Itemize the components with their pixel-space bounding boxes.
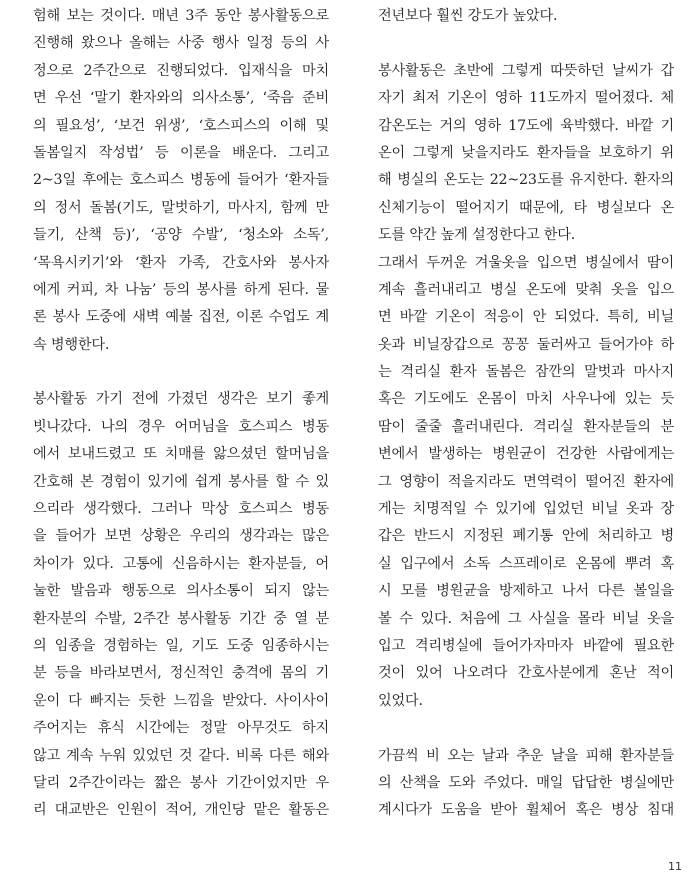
text-line: 실 입구에서 소독 스프레이로 온몸에 뿌려 혹 <box>378 555 674 572</box>
text-line: 진행해 왔으나 올해는 사중 행사 일정 등의 사 <box>33 35 329 52</box>
text-line: 의 산책을 도와 주었다. 매일 답답한 병실에만 <box>378 774 674 791</box>
text-line: 속 병행한다. <box>33 336 110 353</box>
right-column <box>378 3 674 825</box>
text-line: 간호해 본 경험이 있기에 쉽게 봉사를 할 수 있 <box>33 473 329 490</box>
text-line: 전년보다 훨씬 강도가 높았다. <box>378 8 558 24</box>
text-line: 볼 수 있다. 처음에 그 사실을 몰라 비닐 옷을 <box>378 610 674 627</box>
text-line: 감온도는 거의 영하 17도에 육박했다. 바깥 기 <box>378 117 674 134</box>
text-line: 는 격리실 환자 돌봄은 잠깐의 말벗과 마사지 <box>378 364 674 381</box>
text-line: 으리라 생각했다. 그러나 막상 호스피스 병동 <box>33 501 329 518</box>
left-paragraph-2 <box>33 386 329 824</box>
text-line: 온이 그렇게 낮을지라도 환자들을 보호하기 위 <box>378 144 674 161</box>
text-line: 에게 커피, 차 나눔’ 등의 봉사를 하게 된다. 물 <box>33 281 329 298</box>
text-line: 것이 있어 나오려다 간호사분에게 혼난 적이 <box>378 665 674 682</box>
right-paragraph-2 <box>378 58 674 250</box>
text-line: 봉사활동은 초반에 그렇게 따뜻하던 날씨가 갑 <box>378 62 674 79</box>
paragraph-gap <box>378 715 674 742</box>
text-line: 계시다가 도움을 받아 휠체어 혹은 병상 침대 <box>378 802 674 819</box>
text-line: 리 대교반은 인원이 적어, 개인당 맡은 활동은 <box>33 802 329 819</box>
left-column <box>33 3 329 825</box>
text-line: 신체기능이 떨어지기 때문에, 타 병실보다 온 <box>378 199 674 216</box>
text-line: ‘목욕시키기’와 ‘환자 가족, 간호사와 봉사자 <box>33 254 329 271</box>
left-paragraph-1 <box>33 3 329 359</box>
text-line: 변에서 발생하는 병원균이 건강한 사람에게는 <box>378 446 674 463</box>
paragraph-gap <box>378 30 674 57</box>
paragraph-gap <box>33 359 329 386</box>
text-line: 차이가 있다. 고통에 신음하시는 환자분들, 어 <box>33 555 329 572</box>
page-number: 11 <box>668 860 682 873</box>
text-line: 면 바깥 기온이 적응이 안 되었다. 특히, 비닐 <box>378 309 674 326</box>
text-line: 있었다. <box>378 692 423 709</box>
text-line: 분 등을 바라보면서, 정신적인 충격에 몸의 기 <box>33 665 329 682</box>
text-line: 론 봉사 도중에 새벽 예불 집전, 이론 수업도 계 <box>33 309 329 326</box>
text-line: 의 정서 돌봄(기도, 말벗하기, 마사지, 함께 만 <box>33 199 329 216</box>
text-line: 계속 흘러내리고 병실 온도에 맞춰 옷을 입으 <box>378 281 674 298</box>
text-line: 을 들어가 보면 상황은 우리의 생각과는 많은 <box>33 528 329 545</box>
text-line: 빗나갔다. 나의 경우 어머님을 호스피스 병동 <box>33 418 329 435</box>
text-line: 해 병실의 온도는 22~23도를 유지한다. 환자의 <box>378 172 674 189</box>
right-paragraph-4 <box>378 743 674 825</box>
text-line: 옷과 비닐장갑으로 꽁꽁 둘러싸고 들어가야 하 <box>378 336 674 353</box>
text-line: 2~3일 후에는 호스피스 병동에 들어가 ‘환자들 <box>33 172 329 189</box>
text-line: 눌한 발음과 행동으로 의사소통이 되지 않는 <box>33 583 329 600</box>
text-line: 혹은 기도에도 온몸이 마치 사우나에 있는 듯 <box>378 391 674 408</box>
text-line: 면 우선 ‘말기 환자와의 의사소통’, ‘죽음 준비 <box>33 90 329 107</box>
text-line: 봉사활동 가기 전에 가졌던 생각은 보기 좋게 <box>33 391 329 408</box>
text-line: 게는 치명적일 수 있기에 입었던 비닐 옷과 장 <box>378 501 674 518</box>
text-line: 에서 보내드렸고 또 치매를 앓으셨던 할머님을 <box>33 446 329 463</box>
text-line: 환자분의 수발, 2주간 봉사활동 기간 중 열 분 <box>33 610 329 627</box>
text-line: 입고 격리병실에 들어가자마자 바깥에 필요한 <box>378 637 674 654</box>
text-line: 않고 계속 누워 있었던 것 같다. 비록 다른 해와 <box>33 747 329 764</box>
text-line: 자기 최저 기온이 영하 11도까지 떨어졌다. 체 <box>378 90 674 107</box>
text-line: 시 모를 병원균을 방제하고 나서 다른 볼일을 <box>378 583 674 600</box>
text-line: 운이 다 빠지는 듯한 느낌을 받았다. 사이사이 <box>33 692 329 709</box>
text-line: 정으로 2주간으로 진행되었다. 입재식을 마치 <box>33 62 329 79</box>
text-line: 주어지는 휴식 시간에는 정말 아무것도 하지 <box>33 720 329 737</box>
text-line: 땀이 줄줄 흘러내린다. 격리실 환자분들의 분 <box>378 418 674 435</box>
text-line: 의 임종을 경험하는 일, 기도 도중 임종하시는 <box>33 637 329 654</box>
text-line: 그 영향이 적을지라도 면역력이 떨어진 환자에 <box>378 473 674 490</box>
text-line: 험해 보는 것이다. 매년 3주 동안 봉사활동으로 <box>33 8 329 24</box>
text-line: 갑은 반드시 지정된 폐기통 안에 처리하고 병 <box>378 528 674 545</box>
text-line: 그래서 두꺼운 겨울옷을 입으면 병실에서 땀이 <box>378 254 674 271</box>
text-line: 들기, 산책 등)’, ‘공양 수발’, ‘청소와 소독’, <box>33 227 329 244</box>
right-paragraph-1 <box>378 3 674 30</box>
text-line: 도를 약간 높게 설정한다고 한다. <box>378 227 576 244</box>
text-line: 의 필요성’, ‘보건 위생’, ‘호스피스의 이해 및 <box>33 117 329 134</box>
text-line: 돌봄일지 작성법’ 등 이론을 배운다. 그리고 <box>33 144 329 161</box>
text-line: 달리 2주간이라는 짧은 봉사 기간이었지만 우 <box>33 774 329 791</box>
right-paragraph-3 <box>378 250 674 716</box>
text-line: 가끔씩 비 오는 날과 추운 날을 피해 환자분들 <box>378 747 674 764</box>
